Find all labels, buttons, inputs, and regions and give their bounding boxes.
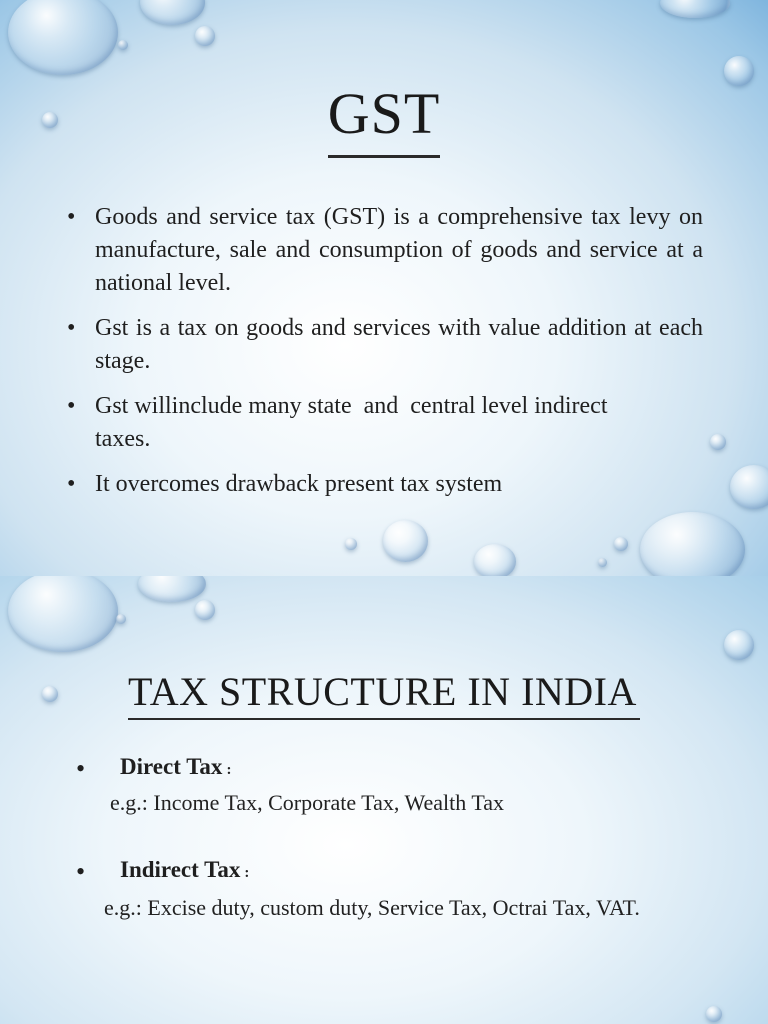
water-drop-decoration (195, 26, 215, 46)
slide-tax-structure (0, 576, 768, 1024)
title-underline (328, 155, 440, 158)
title-underline (128, 718, 640, 720)
bullet-text: It overcomes drawback present tax system (95, 471, 503, 497)
tax-type-label: Direct Tax (120, 754, 223, 779)
water-drop-decoration (116, 614, 126, 624)
tax-examples: e.g.: Excise duty, custom duty, Service Tax, Octrai Tax, VAT. (104, 895, 640, 920)
slide-title: GST (327, 81, 441, 146)
bullet-icon: • (76, 754, 86, 783)
water-drop-decoration (195, 600, 215, 620)
water-drop-decoration (614, 537, 628, 551)
water-drop-decoration (140, 0, 205, 25)
bullet-text: Goods and service tax (GST) is a comprehensive tax levy on manufacture, sale and consumption of goods and service at a national level. (95, 204, 703, 296)
bullet-icon: • (67, 204, 76, 230)
water-drop-decoration (640, 512, 745, 576)
list-item (76, 857, 680, 886)
bullet-text: Gst is a tax on goods and services with value addition at each stage. (95, 315, 703, 374)
label-colon: : (244, 865, 250, 881)
water-drop-decoration (42, 686, 58, 702)
water-drop-decoration (724, 630, 754, 660)
bullet-text: Gst willinclude many state and central level indirect taxes. (95, 393, 614, 452)
water-drop-decoration (730, 465, 768, 509)
water-drop-decoration (345, 538, 357, 550)
tax-examples: e.g.: Income Tax, Corporate Tax, Wealth Tax (110, 790, 504, 815)
water-drop-decoration (474, 544, 516, 576)
bullet-icon: • (67, 315, 76, 341)
water-drop-decoration (660, 0, 730, 18)
water-drop-decoration (383, 520, 428, 562)
water-drop-decoration (138, 576, 206, 602)
bullet-icon: • (67, 471, 76, 497)
tax-type-label: Indirect Tax (120, 857, 241, 882)
bullet-list (67, 201, 703, 513)
water-drop-decoration (710, 434, 726, 450)
bullet-icon: • (67, 393, 76, 419)
list-item (67, 201, 703, 300)
list-item (67, 390, 635, 456)
slide-title: TAX STRUCTURE IN INDIA (128, 669, 637, 714)
water-drop-decoration (118, 40, 128, 50)
water-drop-decoration (706, 1006, 722, 1022)
list-item (76, 754, 680, 783)
tax-type-list (76, 754, 680, 924)
list-item (67, 468, 703, 501)
water-drop-decoration (598, 558, 607, 567)
bullet-icon: • (76, 857, 86, 886)
example-text-row (110, 786, 680, 819)
list-item (67, 312, 703, 378)
water-drop-decoration (8, 0, 118, 75)
example-text-row (104, 891, 664, 924)
label-colon: : (226, 762, 232, 778)
water-drop-decoration (8, 576, 118, 652)
